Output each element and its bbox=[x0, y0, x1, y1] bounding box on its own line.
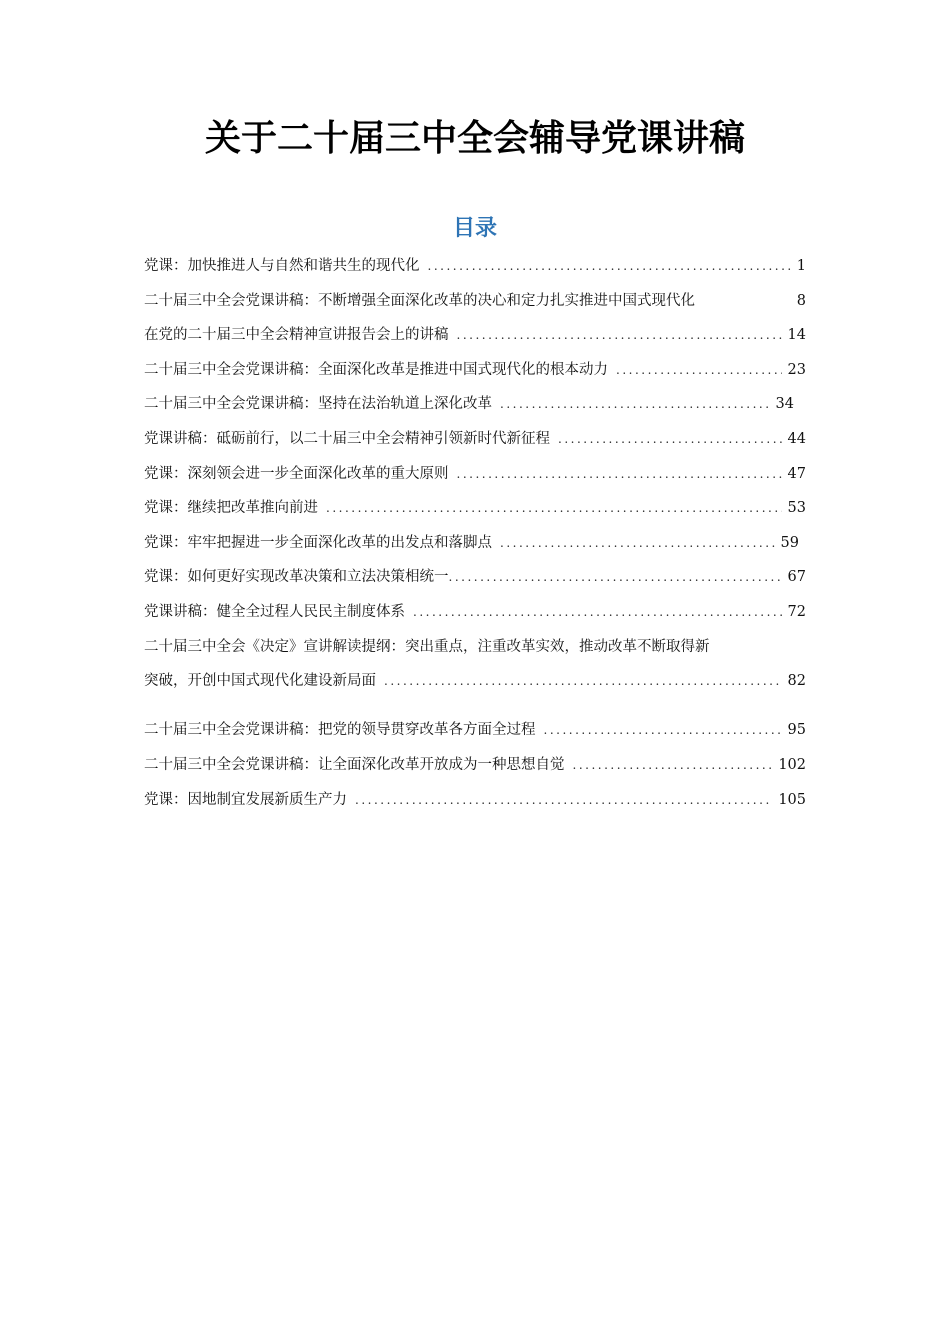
toc-entry-title: 党课：因地制宜发展新质生产力 bbox=[144, 791, 347, 808]
toc-leader-dots bbox=[326, 498, 782, 518]
toc-entry[interactable] bbox=[144, 790, 806, 825]
toc-entry[interactable] bbox=[144, 256, 806, 291]
toc-entry[interactable] bbox=[144, 291, 806, 326]
toc-entry[interactable] bbox=[144, 533, 799, 568]
toc-entry-title: 党课：牢牢把握进一步全面深化改革的出发点和落脚点 bbox=[144, 534, 492, 551]
toc-entry-title: 在党的二十届三中全会精神宣讲报告会上的讲稿 bbox=[144, 327, 449, 344]
toc-entry[interactable] bbox=[144, 360, 806, 395]
toc-entry-page: 23 bbox=[787, 361, 806, 378]
toc-entry[interactable] bbox=[144, 325, 806, 360]
toc-entry-page: 44 bbox=[787, 430, 806, 447]
toc-leader-dots bbox=[355, 790, 772, 810]
toc-leader-dots bbox=[500, 394, 770, 414]
toc-entry-page: 59 bbox=[780, 534, 799, 551]
toc-entry[interactable] bbox=[144, 602, 806, 637]
toc-leader-dots bbox=[457, 464, 782, 484]
toc-entry-title: 二十届三中全会党课讲稿：把党的领导贯穿改革各方面全过程 bbox=[144, 722, 536, 739]
toc-leader-dots bbox=[457, 325, 782, 345]
toc-entry-page: 82 bbox=[787, 673, 806, 690]
toc-entry-page: 8 bbox=[796, 292, 806, 309]
document-title: 关于二十届三中全会辅导党课讲稿 bbox=[204, 117, 745, 159]
toc-entry-title: 党课：如何更好实现改革决策和立法决策相统一 bbox=[144, 569, 449, 586]
toc-leader-dots bbox=[573, 755, 773, 775]
toc-entry-page: 1 bbox=[796, 258, 806, 274]
toc-entry[interactable] bbox=[144, 394, 794, 429]
toc-leader-dots bbox=[449, 567, 782, 587]
toc-entry-page: 67 bbox=[787, 569, 806, 586]
toc-entry-title-continued: 突破，开创中国式现代化建设新局面 bbox=[144, 673, 376, 690]
toc-entry-page: 53 bbox=[787, 500, 806, 517]
toc-entry-title: 二十届三中全会党课讲稿：不断增强全面深化改革的决心和定力扎实推进中国式现代化 bbox=[144, 292, 695, 309]
toc-entry-page: 105 bbox=[778, 791, 806, 808]
toc-entry-title: 党课讲稿：健全全过程人民民主制度体系 bbox=[144, 603, 405, 620]
toc-entry[interactable] bbox=[144, 498, 806, 533]
toc-entry[interactable] bbox=[144, 429, 806, 464]
toc-entry-title: 党课：深刻领会进一步全面深化改革的重大原则 bbox=[144, 465, 449, 482]
toc-leader-dots bbox=[384, 671, 782, 691]
toc-entry-title: 党课：加快推进人与自然和谐共生的现代化 bbox=[144, 258, 420, 274]
toc-leader-dots bbox=[558, 429, 782, 449]
toc-entry-title: 二十届三中全会党课讲稿：让全面深化改革开放成为一种思想自觉 bbox=[144, 756, 565, 773]
toc-entry[interactable] bbox=[144, 706, 806, 755]
toc-entry-page: 34 bbox=[775, 396, 794, 413]
toc-leader-dots bbox=[616, 360, 782, 380]
toc-entry-page: 95 bbox=[787, 722, 806, 739]
toc-entry-title: 党课：继续把改革推向前进 bbox=[144, 500, 318, 517]
toc-entry-page: 102 bbox=[778, 756, 806, 773]
toc-leader-dots bbox=[413, 602, 782, 622]
toc-leader-dots bbox=[544, 720, 782, 740]
toc-leader-dots bbox=[428, 256, 791, 276]
toc-entry-page: 47 bbox=[787, 465, 806, 482]
toc-entry-title: 党课讲稿：砥砺前行，以二十届三中全会精神引领新时代新征程 bbox=[144, 430, 550, 447]
toc-entry-title: 二十届三中全会党课讲稿：坚持在法治轨道上深化改革 bbox=[144, 396, 492, 413]
toc-entry-page: 14 bbox=[787, 327, 806, 344]
toc-entry[interactable] bbox=[144, 755, 806, 790]
toc-entry[interactable] bbox=[144, 637, 806, 706]
toc-entry-title: 二十届三中全会《决定》宣讲解读提纲：突出重点，注重改革实效，推动改革不断取得新 bbox=[144, 638, 710, 655]
toc-entry-title: 二十届三中全会党课讲稿：全面深化改革是推进中国式现代化的根本动力 bbox=[144, 361, 608, 378]
toc-heading: 目录 bbox=[452, 215, 497, 241]
toc-entry[interactable] bbox=[144, 567, 806, 602]
table-of-contents bbox=[144, 256, 806, 824]
toc-entry-page: 72 bbox=[787, 603, 806, 620]
toc-leader-dots bbox=[500, 533, 775, 553]
toc-entry[interactable] bbox=[144, 464, 806, 499]
